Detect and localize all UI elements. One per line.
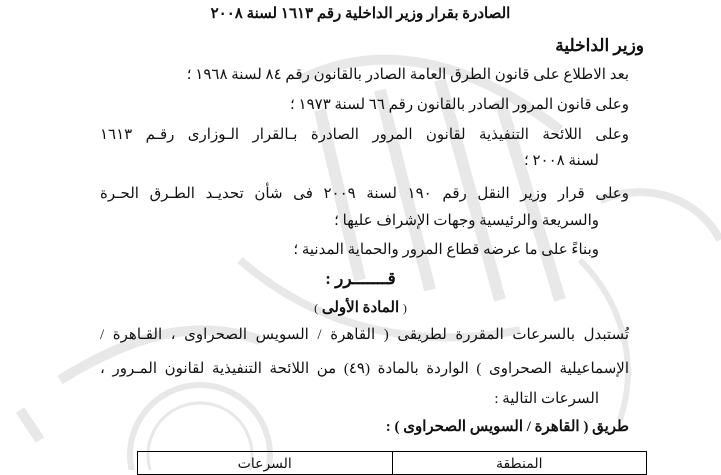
preamble-line-5: وبناءً على ما عرضه قطاع المرور والحماية المدنية ؛ [293,242,599,258]
decision-heading: قـــــــرر : [325,269,396,288]
article-line-2: الإسماعيلية الصحراوى ) الواردة بالمادة (٤٩) من اللائحة التنفيذية لقانون المـرور ، [100,361,629,377]
article-heading [0,298,721,318]
minister-heading: وزير الداخلية [555,36,644,55]
table-header-row [138,452,647,475]
article-title: المادة الأولى [321,300,400,316]
article-line-3: السرعات التالية : [494,391,599,407]
preamble-line-1: بعد الاطلاع على قانون الطرق العامة الصادر بالقانون رقم ٨٤ لسنة ١٩٦٨ ؛ [186,67,629,83]
decree-header: الصادرة بقرار وزير الداخلية رقم ١٦١٣ لسنة ٢٠٠٨ [210,6,511,22]
article-open-paren: ( [402,301,407,315]
speed-table [137,451,647,475]
column-header-zone: المنطقة [392,452,647,475]
column-header-speeds: السرعات [138,452,393,475]
road-title: طريق ( القاهرة / السويس الصحراوى ) : [385,419,629,435]
preamble-line-3-cont: لسنة ٢٠٠٨ ؛ [523,153,599,169]
preamble-line-3: وعلى اللائحة التنفيذية لقانون المرور الصادرة بـالقرار الـوزارى رقـم ١٦١٣ [100,127,629,143]
preamble-line-4-cont: والسريعة والرئيسية وجهات الإشراف عليها ؛ [334,213,599,229]
article-line-1: تُستبدل بالسرعات المقررة لطريقى ( القاهرة / السويس الصحراوى ، القـاهرة / [100,327,629,343]
preamble-line-4: وعلى قرار وزير النقل رقم ١٩٠ لسنة ٢٠٠٩ فى شأن تحديـد الطـرق الحـرة [100,186,629,202]
preamble-line-2: وعلى قانون المرور الصادر بالقانون رقم ٦٦ لسنة ١٩٧٣ ؛ [290,97,629,113]
article-close-paren: ) [314,301,319,315]
